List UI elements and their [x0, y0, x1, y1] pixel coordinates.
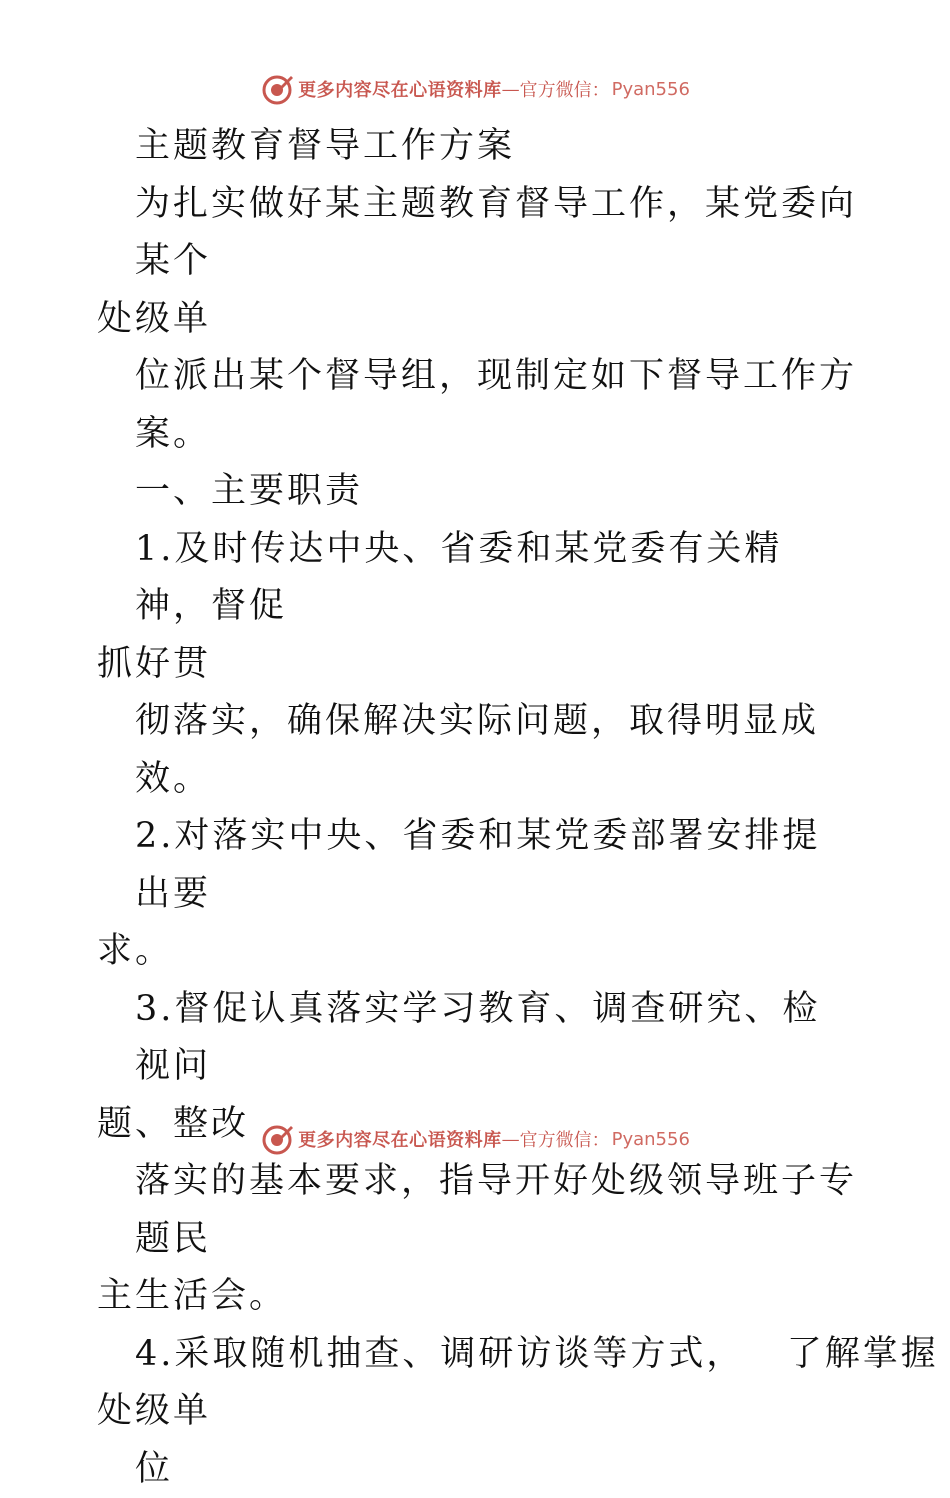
banner-wechat-id: Pyan556 [612, 79, 690, 100]
document-body [97, 118, 857, 1498]
paragraph-line: 为扎实做好某主题教育督导工作，某党委向某个 [97, 176, 857, 291]
paragraph-line: 1.及时传达中央、省委和某党委有关精神，督促 [97, 521, 857, 636]
paragraph-line: 4.采取随机抽查、调研访谈等方式， 了解掌握 [97, 1326, 857, 1384]
paragraph-line: 落实的基本要求，指导开好处级领导班子专题民 [97, 1153, 857, 1268]
banner-brand: 更多内容尽在心语资料库 [298, 1126, 502, 1152]
doc-title: 主题教育督导工作方案 [97, 118, 857, 176]
header-banner [0, 72, 950, 106]
banner-dash: — [502, 1129, 520, 1150]
pen-logo-icon [260, 1122, 294, 1156]
footer-banner [0, 1122, 950, 1156]
paragraph-line: 求。 [97, 923, 857, 981]
banner-brand: 更多内容尽在心语资料库 [298, 76, 502, 102]
paragraph-line: 2.对落实中央、省委和某党委部署安排提出要 [97, 808, 857, 923]
banner-wechat-id: Pyan556 [612, 1129, 690, 1150]
paragraph-line: 3.督促认真落实学习教育、调查研究、检视问 [97, 981, 857, 1096]
paragraph-line: 抓好贯 [97, 636, 857, 694]
paragraph-line: 主生活会。 [97, 1268, 857, 1326]
paragraph-line: 彻落实，确保解决实际问题，取得明显成效。 [97, 693, 857, 808]
section-heading: 一、主要职责 [97, 463, 857, 521]
paragraph-line: 处级单 [97, 1383, 857, 1441]
banner-wechat-label: 官方微信： [520, 1126, 610, 1152]
paragraph-line: 处级单 [97, 291, 857, 349]
pen-logo-icon [260, 72, 294, 106]
paragraph-line: 位派出某个督导组，现制定如下督导工作方案。 [97, 348, 857, 463]
paragraph-line: 题、整改 [97, 1096, 857, 1154]
banner-wechat-label: 官方微信： [520, 76, 610, 102]
banner-dash: — [502, 79, 520, 100]
paragraph-line: 位 [97, 1441, 857, 1498]
